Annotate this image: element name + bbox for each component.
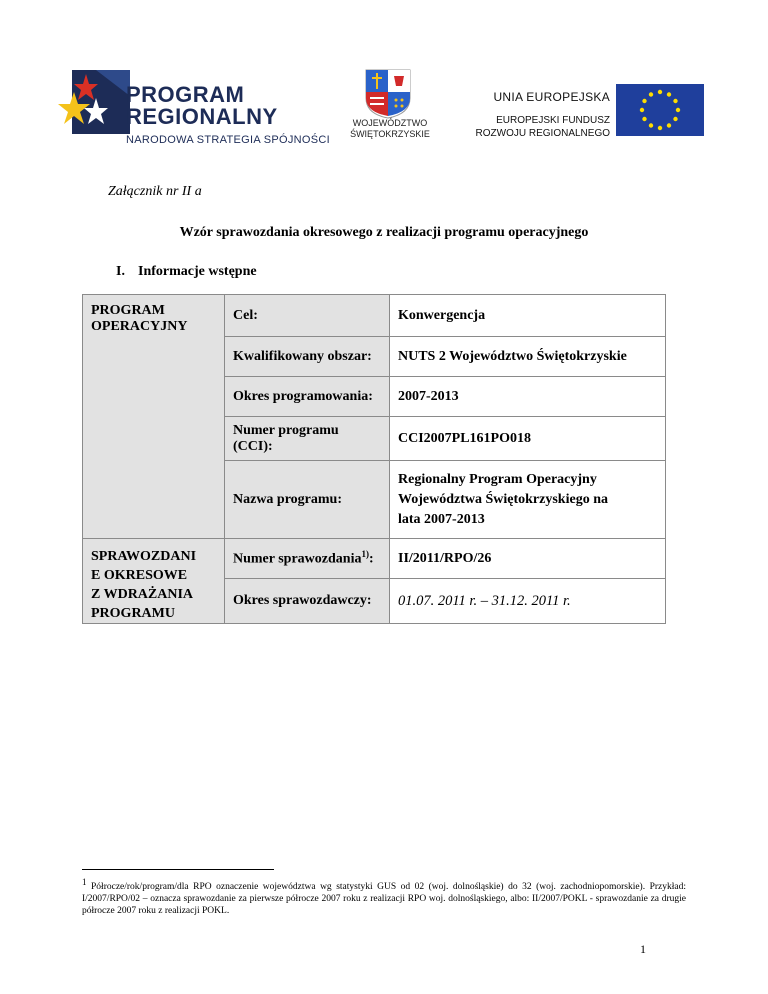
page-number: 1 [640, 942, 646, 956]
group2-line4: PROGRAMU [91, 606, 175, 621]
value-numer-sprawozdania: II/2011/RPO/26 [390, 539, 666, 579]
footnote-ref: 1) [361, 549, 369, 560]
footnote-separator [82, 869, 274, 870]
table-row [83, 295, 666, 337]
coat-of-arms-icon [358, 68, 418, 120]
label-numer-sprawozdania [225, 539, 390, 579]
label-okres-programowania: Okres programowania: [225, 377, 390, 417]
eu-wordmark [470, 90, 610, 140]
section-heading [116, 264, 257, 280]
header-logos [0, 0, 768, 150]
program-logo-line3: NARODOWA STRATEGIA SPÓJNOŚCI [126, 134, 330, 146]
footnote [82, 876, 686, 917]
section-title: Informacje wstępne [138, 264, 257, 279]
group2-line2: E OKRESOWE [91, 568, 188, 583]
region-logo-line2: ŚWIĘTOKRZYSKIE [350, 129, 430, 139]
footnote-text: Półrocze/rok/program/dla RPO oznaczenie województwa wg statystyki GUS od 02 (woj. dolnośląskie) do 32 (woj. zachodniopomorskie). Przykład: I/2007/RPO/02 – oznacza sprawozdanie za pierwsze półrocze 2007 roku z realizacji RPO woj. dolnośląskiego, albo: II/2007/POKL - sprawozdanie za drugie półrocze 2007 roku z realizacji POKL. [82, 882, 687, 917]
label-okres-sprawozdawczy: Okres sprawozdawczy: [225, 579, 390, 624]
section-number: I. [116, 264, 125, 279]
document-title: Wzór sprawozdania okresowego z realizacji programu operacyjnego [179, 225, 589, 240]
value-okres-programowania: 2007-2013 [390, 377, 666, 417]
label-numer-sprawozdania-colon: : [368, 552, 374, 568]
value-kwalifikowany-obszar: NUTS 2 Województwo Świętokrzyskie [390, 337, 666, 377]
label-numer-programu [225, 417, 390, 461]
label-kwalifikowany-obszar: Kwalifikowany obszar: [225, 337, 390, 377]
group-sprawozdanie-okresowe [83, 539, 225, 624]
group1-line2: OPERACYJNY [91, 319, 188, 334]
eu-logo-line2: EUROPEJSKI FUNDUSZ [496, 115, 610, 126]
group1-line1: PROGRAM [91, 303, 165, 318]
label-numer-programu-line1: Numer programu [233, 422, 339, 438]
table-row [83, 539, 666, 579]
program-logo-line1: PROGRAM [126, 82, 245, 107]
eu-logo-line1: UNIA EUROPEJSKA [493, 90, 610, 104]
program-regionalny-wordmark [126, 84, 330, 148]
region-logo-text [340, 118, 440, 140]
group2-line3: Z WDRAŻANIA [91, 587, 194, 602]
footnote-marker: 1 [82, 877, 87, 887]
annex-label: Załącznik nr II a [108, 184, 202, 199]
group2-line1: SPRAWOZDANI [91, 549, 197, 564]
info-table [82, 294, 666, 624]
value-nazwa-programu-line3: lata 2007-2013 [398, 511, 485, 527]
label-numer-sprawozdania-text: Numer sprawozdania [233, 552, 362, 568]
value-okres-sprawozdawczy: 01.07. 2011 r. – 31.12. 2011 r. [390, 579, 666, 624]
value-nazwa-programu-line1: Regionalny Program Operacyjny [398, 471, 597, 487]
program-logo-line2: REGIONALNY [126, 104, 278, 129]
value-numer-programu: CCI2007PL161PO018 [390, 417, 666, 461]
group-program-operacyjny [83, 295, 225, 539]
eu-flag-icon [616, 84, 704, 136]
value-cel: Konwergencja [390, 295, 666, 337]
value-nazwa-programu [390, 461, 666, 539]
label-numer-programu-line2: (CCI): [233, 438, 273, 454]
eu-logo-line3: ROZWOJU REGIONALNEGO [475, 128, 610, 139]
label-nazwa-programu: Nazwa programu: [225, 461, 390, 539]
program-regionalny-logo-icon [56, 68, 136, 138]
label-cel: Cel: [225, 295, 390, 337]
value-nazwa-programu-line2: Województwa Świętokrzyskiego na [398, 491, 608, 507]
region-logo-line1: WOJEWÓDZTWO [352, 118, 428, 128]
